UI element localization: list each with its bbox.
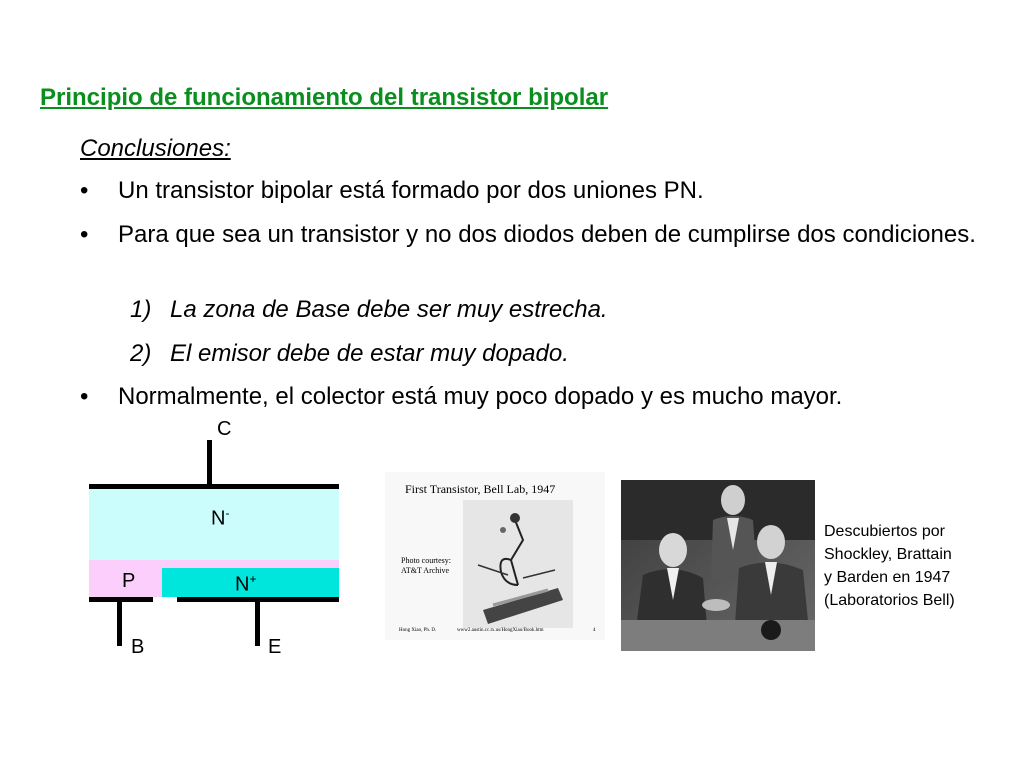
photo-footer-left: Hong Xiao, Ph. D. (399, 628, 437, 633)
collector-lead (207, 440, 212, 486)
numbered-item (130, 340, 569, 368)
photo-courtesy: Photo courtesy: AT&T Archive (401, 556, 451, 575)
emitter-lead (255, 602, 260, 646)
caption-line: Shockley, Brattain (824, 546, 952, 563)
emitter-label: E (268, 636, 282, 658)
first-transistor-photo (385, 472, 605, 640)
transistor-device-image (463, 500, 573, 628)
bullet-item (80, 380, 980, 414)
caption-line: (Laboratorios Bell) (824, 592, 955, 609)
collector-label: C (217, 418, 232, 440)
base-lead (117, 602, 122, 646)
bullet-dot: • (80, 177, 89, 204)
numbered-item (130, 296, 608, 324)
numbered-marker: 1) (130, 296, 152, 323)
caption-line: Descubiertos por (824, 523, 945, 540)
slide-title: Principio de funcionamiento del transistor bipolar (40, 84, 609, 111)
numbered-text: La zona de Base debe ser muy estrecha. (170, 296, 608, 323)
base-label: B (131, 636, 145, 658)
bullet-text: Un transistor bipolar está formado por dos uniones PN. (118, 177, 704, 204)
caption-line: y Barden en 1947 (824, 569, 951, 586)
photo-footer-mid: www2.austin.cc.tx.us/HongXiao/Book.htm (457, 628, 544, 633)
bullet-dot: • (80, 383, 89, 410)
n-plus-label: N+ (235, 572, 257, 596)
bullet-text: Normalmente, el colector está muy poco dopado y es mucho mayor. (118, 383, 843, 410)
n-minus-label: N- (211, 506, 230, 530)
numbered-text: El emisor debe de estar muy dopado. (170, 340, 569, 367)
photo-footer-right: 4 (593, 628, 596, 633)
slide-subtitle: Conclusiones: (80, 135, 231, 162)
inventors-photo (621, 480, 815, 651)
bullet-item (80, 218, 990, 252)
p-label: P (122, 570, 136, 592)
bullet-item (80, 174, 980, 208)
photo-caption (824, 520, 1024, 612)
photo-heading: First Transistor, Bell Lab, 1947 (405, 482, 556, 496)
numbered-marker: 2) (130, 340, 152, 367)
bullet-dot: • (80, 221, 89, 248)
bullet-text: Para que sea un transistor y no dos diodos deben de cumplirse dos condiciones. (118, 221, 976, 248)
